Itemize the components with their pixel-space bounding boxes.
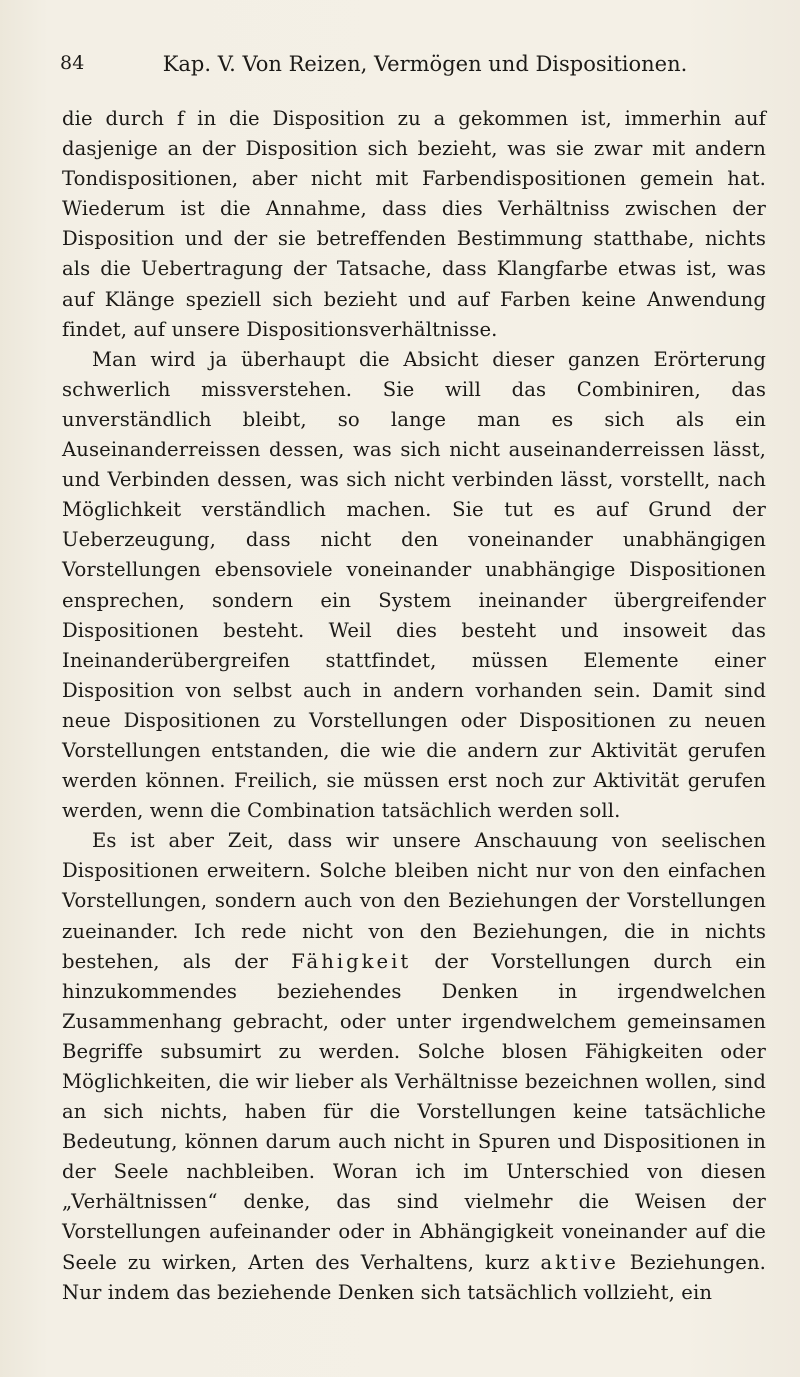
page-number: 84 bbox=[60, 52, 85, 74]
emphasized-word: aktive bbox=[540, 1250, 619, 1274]
paragraph-text: die durch f in die Disposition zu a gekommen ist, immerhin auf dasjenige an der Disposition sich bezieht, was sie zwar mit andern Tondispositionen, aber nicht mit Farbendispositionen gemein hat. Wiederum ist die Annahme, dass dies Verhältniss zwischen der Disposition und der sie betreffenden Bestimmung statthabe, nichts als die Uebertragung der Tatsache, dass Klangfarbe etwas ist, was auf Klänge speziell sich bezieht und auf Farben keine Anwendung findet, auf unsere Dispositionsverhältnisse. bbox=[62, 107, 766, 341]
paragraph-text: der Vorstellungen durch ein hinzukommendes beziehendes Denken in irgendwelchen Zusammenhang gebracht, oder unter irgendwelchem gemeinsamen Begriffe subsumirt zu werden. Solche blosen Fähigkeiten oder Möglichkeiten, die wir lieber als Verhältnisse bezeichnen wollen, sind an sich nichts, haben für die Vorstellungen keine tatsächliche Bedeutung, können darum auch nicht in Spuren und Dispositionen in der Seele nachbleiben. Woran ich im Unterschied von diesen „Verhältnissen“ denke, das sind vielmehr die Weisen der Vorstellungen aufeinander oder in Abhängigkeit voneinander auf die Seele zu wirken, Arten des Verhaltens, kurz bbox=[62, 949, 766, 1274]
paragraph bbox=[62, 826, 766, 1308]
paragraph bbox=[62, 345, 766, 827]
paragraph-text: Es ist aber Zeit, dass wir unsere Anschauung von seelischen Dispositionen erweitern. Solche bleiben nicht nur von den einfachen Vorstellungen, sondern auch von den Beziehungen der Vorstellungen zueinander. Ich rede nicht von den Beziehungen, die in nichts bestehen, als der bbox=[62, 829, 766, 973]
emphasized-word: Fähigkeit bbox=[291, 949, 412, 973]
paragraph bbox=[62, 104, 766, 345]
paragraph-text: Beziehungen. Nur indem das beziehende Denken sich tatsächlich vollzieht, ein bbox=[62, 1250, 766, 1304]
running-head: Kap. V. Von Reizen, Vermögen und Dispositionen. bbox=[162, 52, 688, 76]
page-header bbox=[60, 52, 760, 82]
paragraph-text: Man wird ja überhaupt die Absicht dieser ganzen Erörterung schwerlich missverstehen. Sie will das Combiniren, das unverständlich bleibt, so lange man es sich als ein Auseinanderreissen dessen, was sich nicht auseinanderreissen lässt, und Verbinden dessen, was sich nicht verbinden lässt, vorstellt, nach Möglichkeit verständlich machen. Sie tut es auf Grund der Ueberzeugung, dass nicht den voneinander unabhängigen Vorstellungen ebensoviele voneinander unabhängige Dispositionen ensprechen, sondern ein System ineinander übergreifender Dispositionen besteht. Weil dies besteht und insoweit das Ineinanderübergreifen stattfindet, müssen Elemente einer Disposition von selbst auch in andern vorhanden sein. Damit sind neue Dispositionen zu Vorstellungen oder Dispositionen zu neuen Vorstellungen entstanden, die wie die andern zur Aktivität gerufen werden können. Freilich, sie müssen erst noch zur Aktivität gerufen werden, wenn die Combination tatsächlich werden soll. bbox=[62, 347, 766, 823]
body-text bbox=[62, 104, 766, 1308]
